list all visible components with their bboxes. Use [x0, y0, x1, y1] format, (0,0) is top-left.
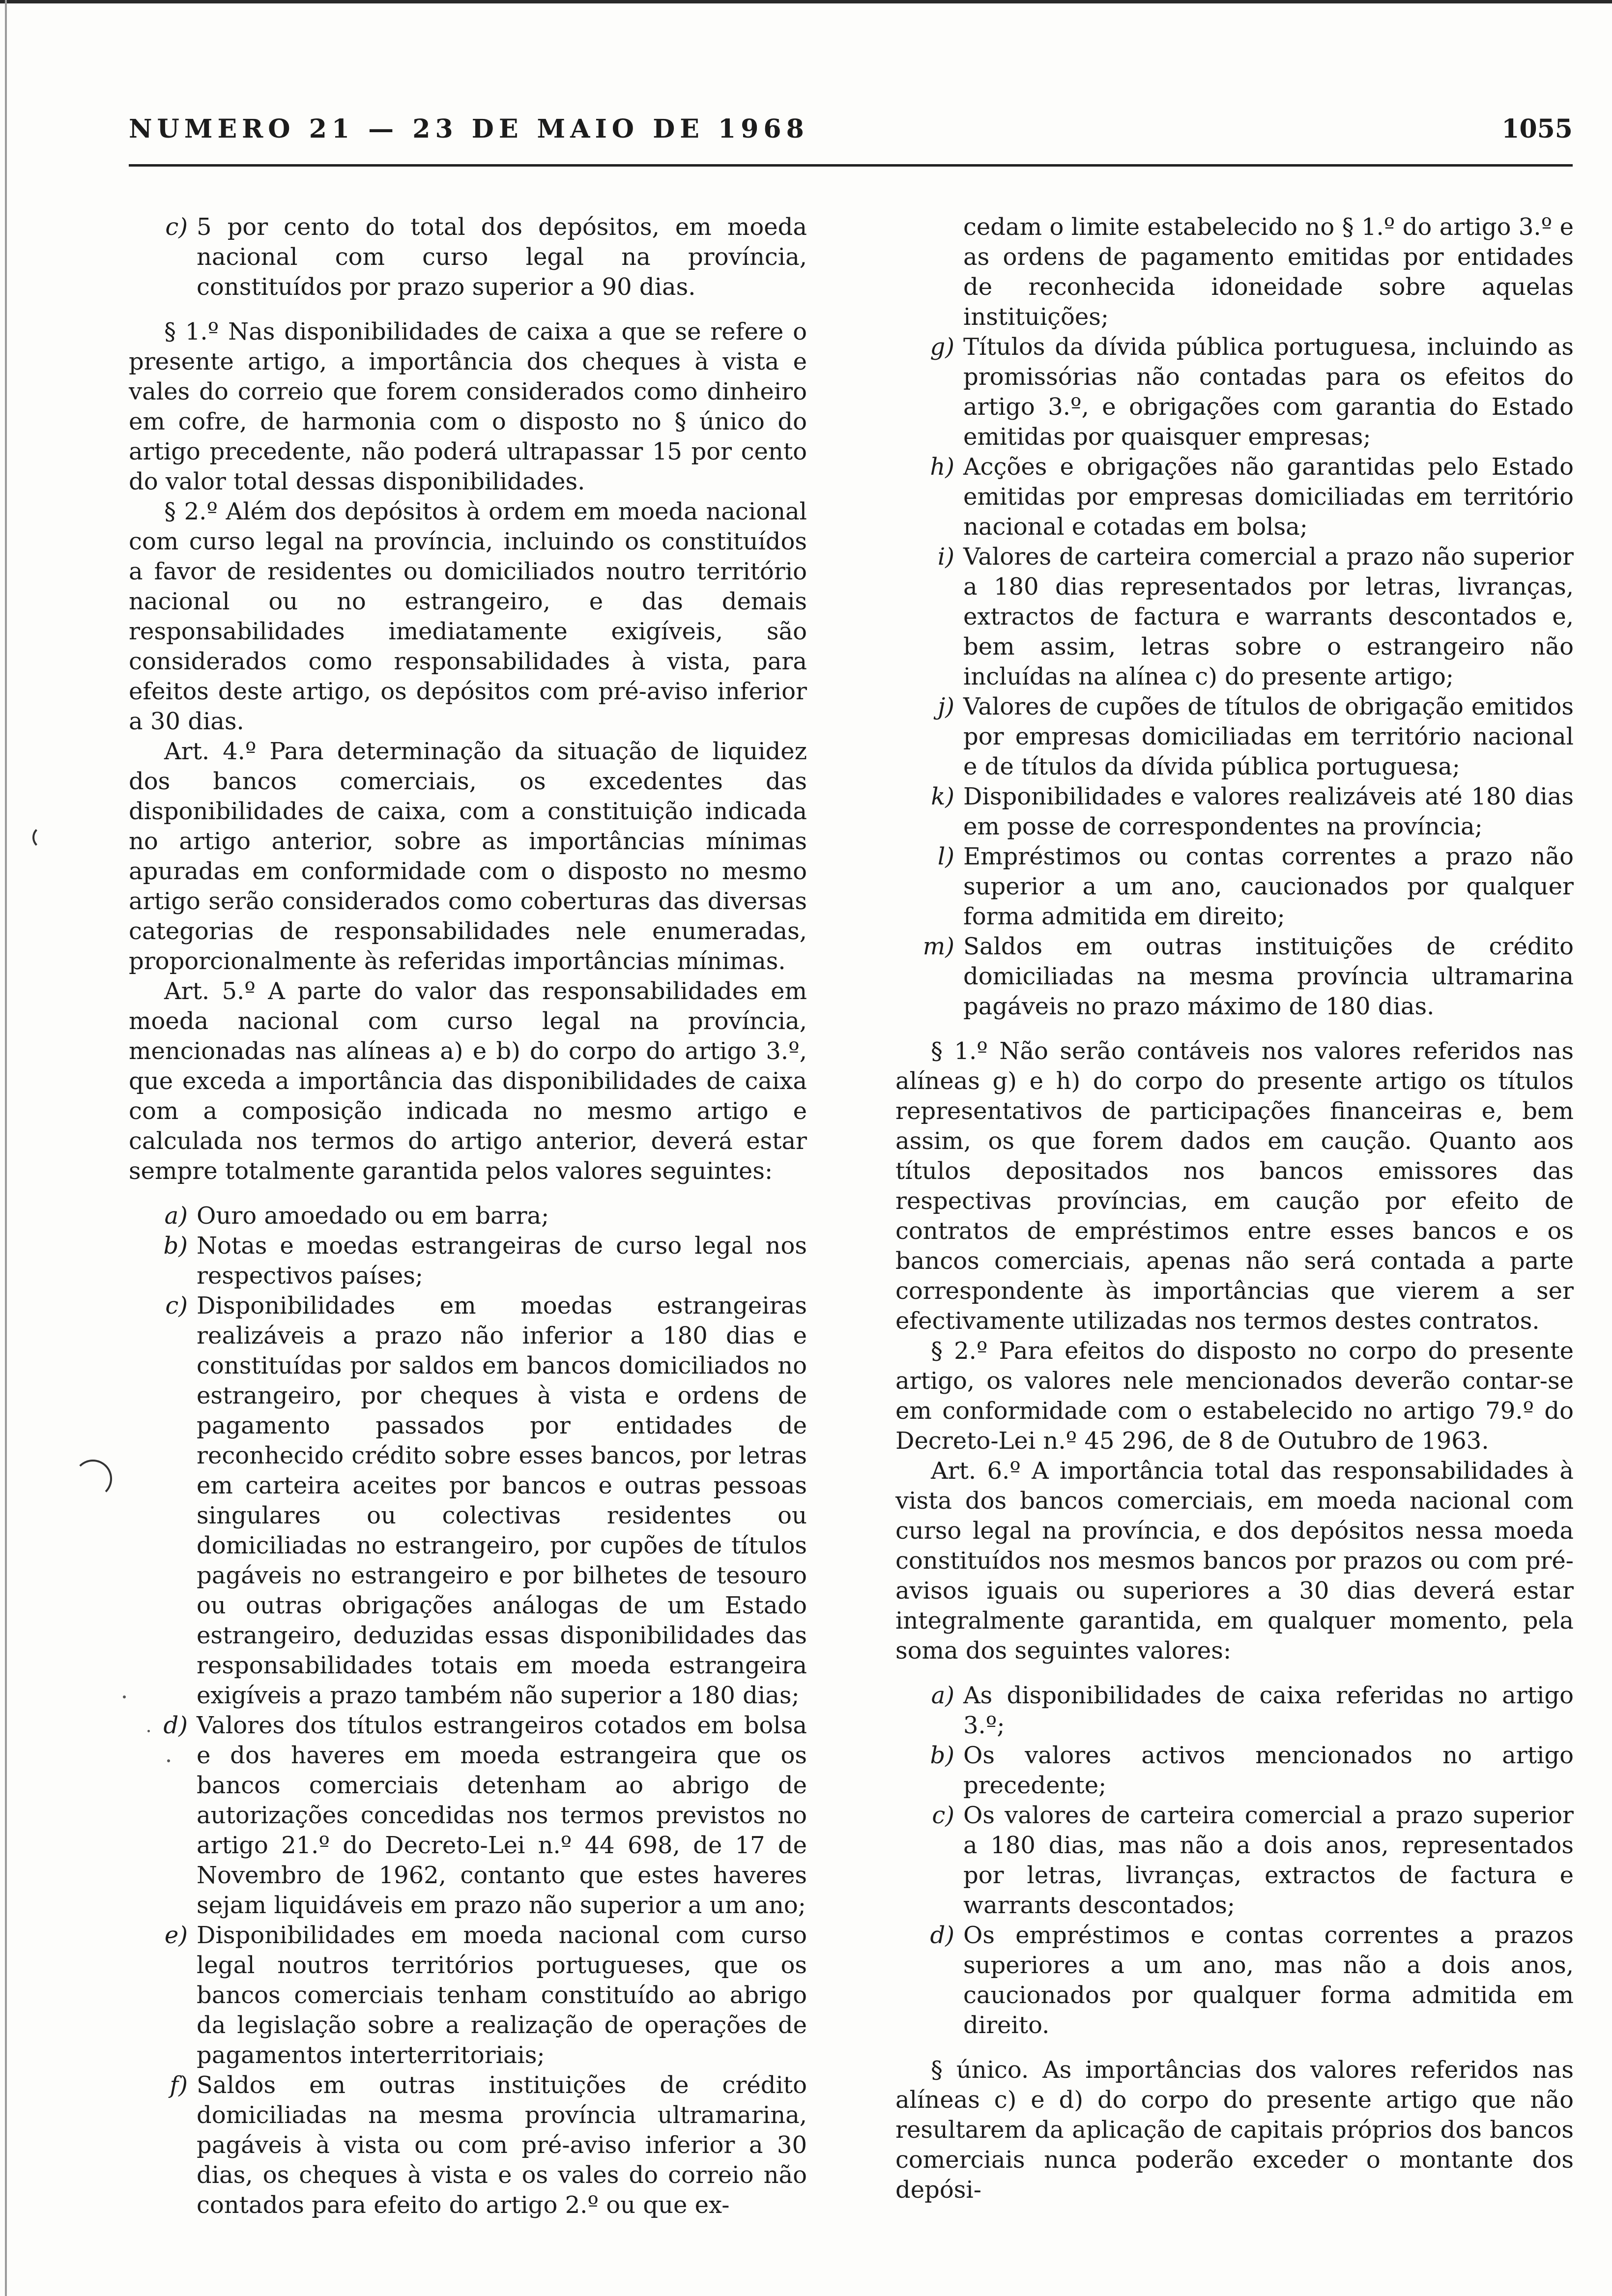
item-label: g)	[930, 333, 954, 361]
paragraph: § 2.º Para efeitos do disposto no corpo do presente artigo, os valores nele mencionados deverão contar-se em conformidade com o estabelecido no artigo 79.º do Decreto-Lei n.º 45 296, de 8 de Outubro de 1963.	[895, 1337, 1574, 1455]
list-item	[129, 1231, 807, 1291]
list-item	[895, 452, 1574, 542]
list-item	[895, 932, 1574, 1022]
item-label: a)	[164, 1202, 188, 1230]
list-item	[895, 212, 1574, 332]
spacer	[895, 1022, 1574, 1036]
list-item	[129, 1201, 807, 1231]
item-label: k)	[931, 783, 954, 810]
item-label: d)	[930, 1922, 954, 1949]
item-text: Os empréstimos e contas correntes a prazos superiores a um ano, mas não a dois anos, caucionados por qualquer forma admitida em direito.	[963, 1922, 1574, 2039]
spacer	[129, 302, 807, 317]
item-label: d)	[163, 1712, 188, 1739]
list-item	[129, 1291, 807, 1711]
item-text: Valores de carteira comercial a prazo não superior a 180 dias representados por letras, livranças, extractos de factura e warrants descontados e, bem assim, letras sobre o estrangeiro não incluídas na alínea c) do presente artigo;	[963, 543, 1574, 690]
item-text: cedam o limite estabelecido no § 1.º do artigo 3.º e as ordens de pagamento emitidas por entidades de reconhecida idoneidade sobre aquelas instituições;	[963, 213, 1574, 331]
item-text: Os valores activos mencionados no artigo precedente;	[963, 1742, 1574, 1799]
list-item	[895, 782, 1574, 842]
item-text: Saldos em outras instituições de crédito domiciliadas na mesma província ultramarina pagáveis no prazo máximo de 180 dias.	[963, 933, 1574, 1020]
item-text: Disponibilidades e valores realizáveis até 180 dias em posse de correspondentes na província;	[963, 783, 1574, 840]
list-item	[129, 2070, 807, 2220]
item-label: m)	[922, 933, 954, 960]
scan-speck	[123, 1695, 126, 1698]
item-label: c)	[165, 213, 188, 241]
list-item	[895, 1801, 1574, 1921]
item-label: b)	[930, 1742, 954, 1769]
page-number: 1055	[1501, 114, 1573, 144]
item-text: Disponibilidades em moeda nacional com curso legal noutros territórios portugueses, que os bancos comerciais tenham constituído ao abrigo da legislação sobre a realização de operações de pagamentos interterritoriais;	[197, 1922, 807, 2069]
paragraph: Art. 4.º Para determinação da situação de liquidez dos bancos comerciais, os excedentes das disponibilidades de caixa, com a constituição indicada no artigo anterior, sobre as importâncias mínimas apuradas em conformidade com o disposto no mesmo artigo serão considerados como coberturas das diversas categorias de responsabilidades nele enumeradas, proporcionalmente às referidas importâncias mínimas.	[129, 738, 807, 975]
list-item	[129, 1921, 807, 2070]
item-label: j)	[938, 693, 954, 720]
list-item	[895, 1681, 1574, 1741]
scan-mark	[74, 1460, 112, 1498]
page-header	[129, 114, 1573, 148]
spacer	[129, 1186, 807, 1201]
paragraph: Art. 5.º A parte do valor das responsabilidades em moeda nacional com curso legal na província, mencionadas nas alíneas a) e b) do corpo do artigo 3.º, que exceda a importância das disponibilidades de caixa com a composição indicada no mesmo artigo e calculada nos termos do artigo anterior, deverá estar sempre totalmente garantida pelos valores seguintes:	[129, 977, 807, 1185]
list-item	[895, 842, 1574, 932]
item-text: Empréstimos ou contas correntes a prazo não superior a um ano, caucionados por qualquer forma admitida em direito;	[963, 843, 1574, 930]
item-label: b)	[163, 1232, 188, 1260]
item-text: As disponibilidades de caixa referidas no artigo 3.º;	[963, 1682, 1574, 1739]
item-label: l)	[937, 843, 954, 870]
spacer	[895, 1666, 1574, 1681]
item-text: Valores dos títulos estrangeiros cotados em bolsa e dos haveres em moeda estrangeira que os bancos comerciais detenham ao abrigo de autorizações concedidas nos termos previstos no artigo 21.º do Decreto-Lei n.º 44 698, de 17 de Novembro de 1962, contanto que estes haveres sejam liquidáveis em prazo não superior a um ano;	[197, 1712, 807, 1919]
item-label: a)	[931, 1682, 954, 1709]
item-text: Acções e obrigações não garantidas pelo Estado emitidas por empresas domiciliadas em território nacional e cotadas em bolsa;	[963, 453, 1574, 541]
paragraph: § 2.º Além dos depósitos à ordem em moeda nacional com curso legal na província, incluindo os constituídos a favor de residentes ou domiciliados noutro território nacional ou no estrangeiro, e das demais responsabilidades imediatamente exigíveis, são considerados como responsabilidades à vista, para efeitos deste artigo, os depósitos com pré-aviso inferior a 30 dias.	[129, 498, 807, 735]
list-item	[895, 1741, 1574, 1801]
left-border	[5, 0, 7, 2296]
item-text: Saldos em outras instituições de crédito domiciliadas na mesma província ultramarina, pagáveis à vista ou com pré-aviso inferior a 30 dias, os cheques à vista e os vales do correio não contados para efeito do artigo 2.º ou que ex-	[197, 2071, 807, 2219]
scan-speck	[167, 1759, 170, 1762]
item-label: c)	[932, 1802, 954, 1829]
list-item	[129, 212, 807, 302]
list-item	[129, 1711, 807, 1921]
item-text: Valores de cupões de títulos de obrigação emitidos por empresas domiciliadas em território nacional e de títulos da dívida pública portuguesa;	[963, 693, 1574, 780]
paragraph: § 1.º Não serão contáveis nos valores referidos nas alíneas g) e h) do corpo do presente artigo os títulos representativos de participações financeiras e, bem assim, os que forem dados em caução. Quanto aos títulos depositados nos bancos emissores das respectivas províncias, em caução por efeito de contratos de empréstimos entre esses bancos e os bancos comerciais, apenas não será contada a parte correspondente às importâncias que vierem a ser efectivamente utilizadas nos termos destes contratos.	[895, 1037, 1574, 1335]
issue-title: NUMERO 21 — 23 DE MAIO DE 1968	[129, 114, 809, 144]
paragraph: § único. As importâncias dos valores referidos nas alíneas c) e d) do corpo do presente artigo que não resultarem da aplicação de capitais próprios dos bancos comerciais nunca poderão exceder o montante dos depósi-	[895, 2056, 1574, 2204]
item-label: f)	[170, 2071, 188, 2099]
scan-speck	[147, 1730, 150, 1732]
list-item	[895, 332, 1574, 452]
paragraph: § 1.º Nas disponibilidades de caixa a que se refere o presente artigo, a importância dos cheques à vista e vales do correio que forem considerados como dinheiro em cofre, de harmonia com o disposto no § único do artigo precedente, não poderá ultrapassar 15 por cento do valor total dessas disponibilidades.	[129, 318, 807, 495]
scan-mark	[32, 826, 56, 849]
right-column	[895, 212, 1574, 2205]
left-column	[129, 212, 807, 2220]
header-rule	[129, 164, 1573, 167]
item-label	[895, 212, 963, 332]
item-text: Disponibilidades em moedas estrangeiras realizáveis a prazo não inferior a 180 dias e constituídas por saldos em bancos domiciliados no estrangeiro, por cheques à vista e ordens de pagamento passados por entidades de reconhecido crédito sobre esses bancos, por letras em carteira aceites por bancos e outras pessoas singulares ou colectivas residentes ou domiciliadas no estrangeiro, por cupões de títulos pagáveis no estrangeiro e por bilhetes de tesouro ou outras obrigações análogas de um Estado estrangeiro, deduzidas essas disponibilidades das responsabilidades totais em moeda estrangeira exigíveis a prazo também não superior a 180 dias;	[197, 1292, 807, 1709]
list-item	[895, 542, 1574, 692]
item-text: Ouro amoedado ou em barra;	[197, 1202, 549, 1230]
item-label: c)	[165, 1292, 188, 1320]
item-label: h)	[930, 453, 954, 481]
list-item	[895, 692, 1574, 782]
item-label: e)	[164, 1922, 188, 1949]
paragraph: Art. 6.º A importância total das responsabilidades à vista dos bancos comerciais, em moeda nacional com curso legal na província, e dos depósitos nessa moeda constituídos nos mesmos bancos por prazos ou com pré-avisos iguais ou superiores a 30 dias deverá estar integralmente garantida, em qualquer momento, pela soma dos seguintes valores:	[895, 1457, 1574, 1665]
spacer	[895, 2040, 1574, 2055]
item-text: 5 por cento do total dos depósitos, em moeda nacional com curso legal na província, constituídos por prazo superior a 90 dias.	[197, 213, 807, 301]
item-text: Títulos da dívida pública portuguesa, incluindo as promissórias não contadas para os efeitos do artigo 3.º, e obrigações com garantia do Estado emitidas por quaisquer empresas;	[963, 333, 1574, 451]
list-item	[895, 1921, 1574, 2040]
top-border	[0, 0, 1612, 3]
item-text: Notas e moedas estrangeiras de curso legal nos respectivos países;	[197, 1232, 807, 1290]
item-label: i)	[937, 543, 954, 571]
item-text: Os valores de carteira comercial a prazo superior a 180 dias, mas não a dois anos, representados por letras, livranças, extractos de factura e warrants descontados;	[963, 1802, 1574, 1919]
